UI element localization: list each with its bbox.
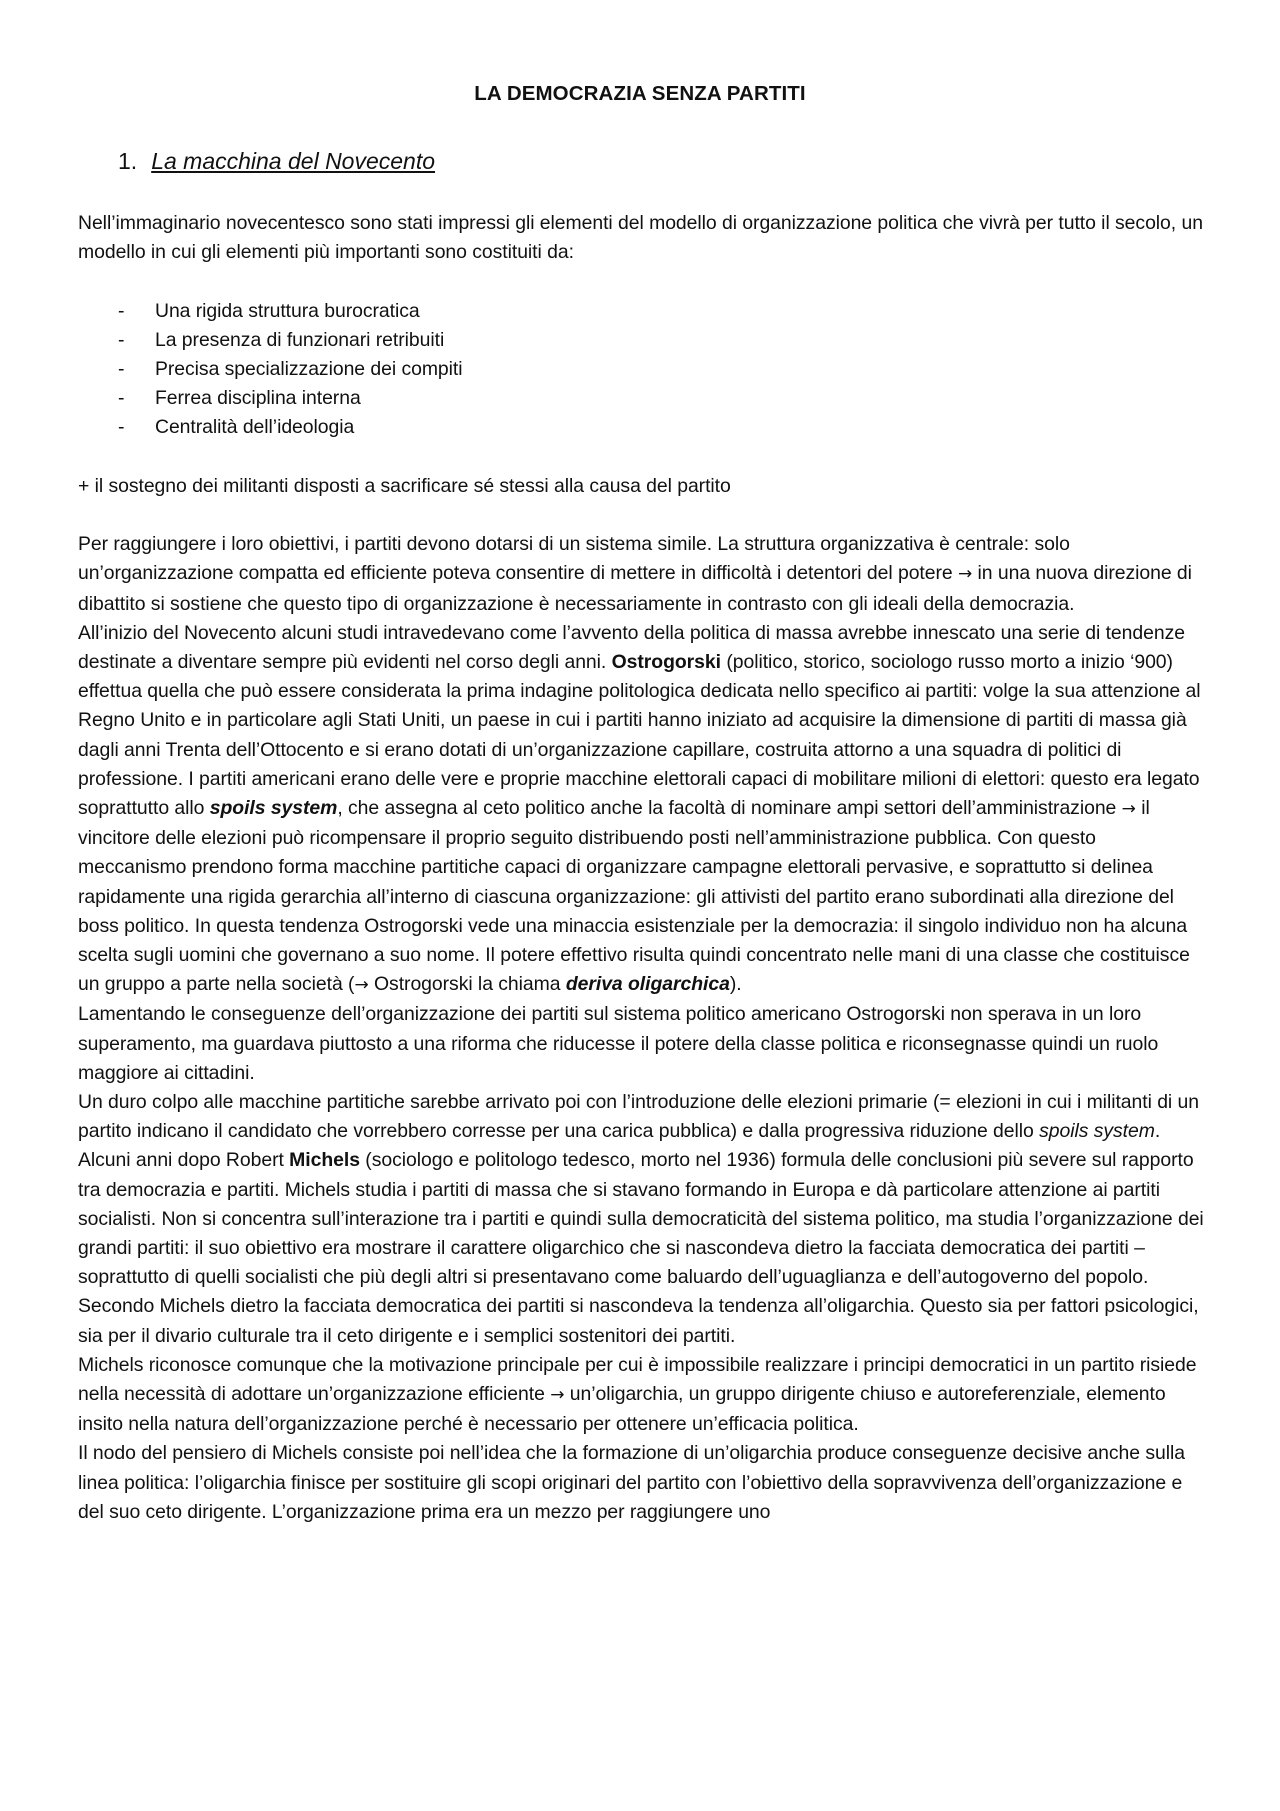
list-item: - Precisa specializzazione dei compiti — [118, 358, 463, 380]
list-item: - Una rigida struttura burocratica — [118, 299, 420, 322]
section-title: La macchina del Novecento — [151, 148, 436, 174]
arrow-icon: → — [1121, 799, 1136, 820]
deriva-oligarchica-term: deriva oligarchica — [565, 973, 730, 996]
arrow-icon: → — [958, 564, 973, 585]
paragraph-1: Per raggiungere i loro obiettivi, i partiti devono dotarsi di un sistema simile. La struttura organizzativa è centrale: solo un’organizzazione compatta ed efficiente poteva consentire di mettere in difficoltà i detentori del potere → in una nuova direzione di dibattito si sostiene che questo tipo di organizzazione è necessariamente in contrasto con gli ideali della democrazia. — [78, 533, 1192, 615]
arrow-icon: → — [550, 1385, 565, 1406]
spoils-system-term: spoils system — [209, 797, 338, 820]
spoils-system-term: spoils system — [1039, 1120, 1155, 1143]
paragraph-5: Alcuni anni dopo Robert Michels (sociologo e politologo tedesco, morto nel 1936) formula delle conclusioni più severe sul rapporto tra democrazia e partiti. Michels studia i partiti di massa che si stavano formando in Europa e dà particolare attenzione ai partiti socialisti. Non si concentra sull’interazione tra i partiti e quindi sulla democraticità del sistema politico, ma studia l’organizzazione dei grandi partiti: il suo obiettivo era mostrare il carattere oligarchico che si nascondeva dietro la facciata democratica dei partiti – soprattutto di quelli socialisti che più degli altri si presentavano come baluardo dell’uguaglianza e dell’autogoverno del popolo. Secondo Michels dietro la facciata democratica dei partiti si nascondeva la tendenza all’oligarchia. Questo sia per fattori psicologici, sia per il divario culturale tra il ceto dirigente e i semplici sostenitori dei partiti. — [78, 1149, 1204, 1347]
paragraph-2: All’inizio del Novecento alcuni studi intravedevano come l’avvento della politica di massa avrebbe innescato una serie di tendenze destinate a diventare sempre più evidenti nel corso degli anni. Ostrogorski (politico, storico, sociologo russo morto a inizio ‘900) effettua quella che può essere considerata la prima indagine politologica dedicata nello specifico ai partiti: volge la sua attenzione al Regno Unito e in particolare agli Stati Uniti, un paese in cui i partiti hanno iniziato ad acquisire la dimensione di partiti di massa già dagli anni Trenta dell’Ottocento e si erano dotati di un’organizzazione capillare, costruita attorno a una squadra di politici di professione. I partiti americani erano delle vere e proprie macchine elettorali capaci di mobilitare milioni di elettori: questo era legato soprattutto allo spoils system, che assegna al ceto politico anche la facoltà di nominare ampi settori dell’amministrazione → il vincitore delle elezioni può ricompensare il proprio seguito distribuendo posti nell’amministrazione pubblica. Con questo meccanismo prendono forma macchine partitiche capaci di organizzare campagne elettorali pervasive, e soprattutto si delinea rapidamente una rigida gerarchia all’interno di ciascuna organizzazione: gli attivisti del partito erano subordinati alla direzione del boss politico. In questa tendenza Ostrogorski vede una minaccia esistenziale per la democrazia: il singolo individuo non ha alcuna scelta sugli uomini che governano a suo nome. Il potere effettivo risulta quindi concentrato nelle mani di una classe che costituisce un gruppo a parte nella società (→ Ostrogorski la chiama deriva oligarchica). — [78, 621, 1201, 996]
list-item: - La presenza di funzionari retribuiti — [118, 328, 445, 351]
ostrogorski-name: Ostrogorski — [611, 651, 721, 673]
paragraph-4: Un duro colpo alle macchine partitiche sarebbe arrivato poi con l’introduzione delle elezioni primarie (= elezioni in cui i militanti di un partito indicano il candidato che vorrebbero corresse per una carica pubblica) e dalla progressiva riduzione dello spoils system. — [78, 1091, 1199, 1143]
plus-line: + il sostegno dei militanti disposti a sacrificare sé stessi alla causa del partito — [78, 474, 731, 497]
body-text — [78, 209, 1204, 1527]
arrow-icon: → — [354, 975, 369, 996]
section-number: 1. — [118, 148, 138, 174]
list-item: - Centralità dell’ideologia — [118, 416, 355, 439]
list-item: - Ferrea disciplina interna — [118, 387, 361, 410]
section-heading — [118, 148, 435, 175]
page-title: LA DEMOCRAZIA SENZA PARTITI — [474, 82, 806, 105]
intro-paragraph: Nell’immaginario novecentesco sono stati impressi gli elementi del modello di organizzazione politica che vivrà per tutto il secolo, un modello in cui gli elementi più importanti sono costituiti da: — [78, 212, 1203, 264]
paragraph-3: Lamentando le conseguenze dell’organizzazione dei partiti sul sistema politico americano Ostrogorski non sperava in un loro superamento, ma guardava piuttosto a una riforma che riducesse il potere della classe politica e riconsegnasse quindi un ruolo maggiore ai cittadini. — [78, 1003, 1159, 1084]
michels-name: Michels — [289, 1149, 360, 1172]
paragraph-6: Michels riconosce comunque che la motivazione principale per cui è impossibile realizzare i principi democratici in un partito risiede nella necessità di adottare un’organizzazione efficiente → un’oligarchia, un gruppo dirigente chiuso e autoreferenziale, elemento insito nella natura dell’organizzazione perché è necessario per ottenere un’efficacia politica. — [78, 1353, 1197, 1436]
bullet-list — [78, 297, 1204, 443]
paragraph-7: Il nodo del pensiero di Michels consiste poi nell’idea che la formazione di un’oligarchia produce conseguenze decisive anche sulla linea politica: l’oligarchia finisce per sostituire gli scopi originari del partito con l’obiettivo della sopravvivenza dell’organizzazione e del suo ceto dirigente. L’organizzazione prima era un mezzo per raggiungere uno — [78, 1442, 1185, 1523]
